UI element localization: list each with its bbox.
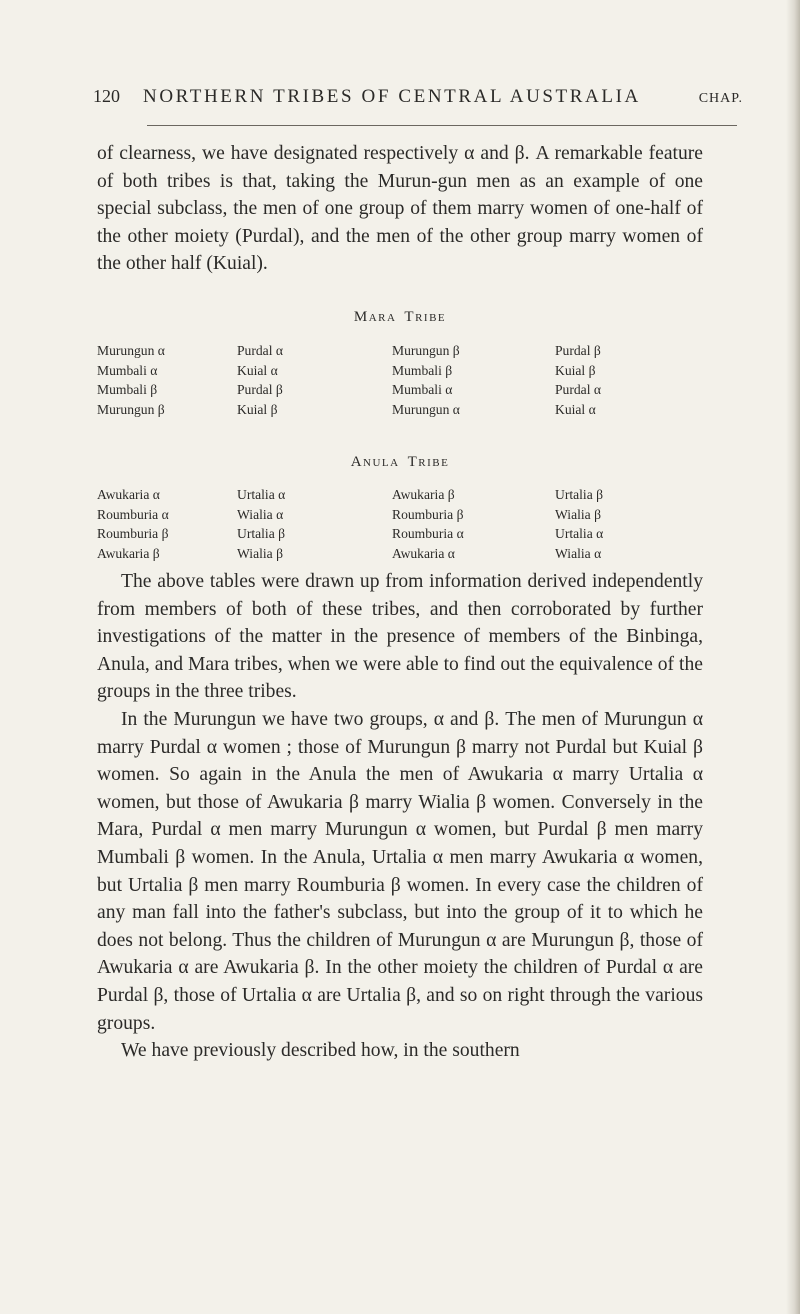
table-cell: Awukaria β [392,487,455,502]
table-cell: Wialia α [555,545,602,561]
table-row [97,363,675,383]
table-cell: Murungun α [392,401,460,417]
running-header [93,86,743,108]
anula-tribe-heading [0,454,800,471]
table-cell: Purdal α [237,343,284,358]
table-cell: Urtalia α [237,487,286,502]
page-number: 120 [93,86,120,106]
mara-tribe-table [97,343,675,421]
mara-tribe-heading [0,309,800,326]
table-cell: Purdal β [555,343,601,358]
running-title: NORTHERN TRIBES OF CENTRAL AUSTRALIA [143,86,641,107]
body-paragraph-3: We have previously described how, in the southern [121,1040,520,1062]
page-edge-shadow [786,0,800,1314]
table-cell: Awukaria α [97,487,160,502]
table-cell: Wialia α [237,506,284,522]
table-cell: Roumburia β [392,506,464,522]
table-cell: Mumbali α [392,382,453,397]
table-cell: Murungun β [392,343,460,358]
table-row [97,343,675,363]
anula-title-word-2: Tribe [407,454,450,470]
table-cell: Roumburia α [97,506,169,522]
table-cell: Urtalia β [555,487,604,502]
table-cell: Mumbali β [392,362,453,378]
table-row [97,487,675,507]
table-cell: Roumburia α [392,526,464,541]
table-cell: Wialia β [555,506,601,522]
table-cell: Kuial α [555,401,596,417]
table-row [97,382,675,402]
table-cell: Roumburia β [97,526,169,541]
table-cell: Awukaria β [97,545,160,561]
table-row [97,507,675,527]
anula-title-word-1: Anula [350,454,400,470]
body-paragraph-2: In the Murungun we have two groups, α and β. The men of Murungun α marry Purdal α women ; those of Murungun β marry not Purdal but Kuial β women. So again in the Anula the men of Awukaria α marry Urtalia α women, but those of Awukaria β marry Wialia β women. Conversely in the Mara, Purdal α men marry Murungun α women, but Purdal β men marry Mumbali β women. In the Anula, Urtalia α men marry Awukaria α women, but Urtalia β men marry Roumburia β women. In every case the children of any man fall into the father's subclass, but into the group of it to which he does not belong. Thus the children of Murungun α are Murungun β, those of Awukaria α are Awukaria β. In the other moiety the children of Purdal α are Purdal β, those of Urtalia α are Urtalia β, and so on right through the various groups. [97,708,703,1034]
table-cell: Kuial β [555,362,596,378]
table-cell: Murungun α [97,343,165,358]
table-cell: Wialia β [237,545,283,561]
body-text [97,568,703,1065]
table-cell: Purdal β [237,382,283,397]
table-cell: Purdal α [555,382,602,397]
table-cell: Awukaria α [392,545,455,561]
opening-paragraph [97,140,703,278]
table-row [97,402,675,422]
table-cell: Urtalia α [555,526,604,541]
table-cell: Murungun β [97,401,165,417]
table-cell: Mumbali β [97,382,158,397]
anula-tribe-table [97,487,675,565]
table-cell: Kuial α [237,362,278,378]
opening-paragraph-text: of clearness, we have designated respectively α and β. A remarkable feature of both tribes is that, taking the Murun-gun men as an example of one special subclass, the men of one group of them marry women of one-half of the other moiety (Purdal), and the men of the other group marry women of the other half (Kuial). [97,143,703,275]
table-cell: Kuial β [237,401,278,417]
mara-title-word-1: Mara [353,309,397,325]
body-paragraph-1: The above tables were drawn up from information derived independently from members of both of these tribes, and then corroborated by further investigations of the matter in the presence of members of the Binbinga, Anula, and Mara tribes, when we were able to find out the equivalence of the groups in the three tribes. [97,571,703,703]
table-row [97,546,675,566]
table-row [97,526,675,546]
mara-title-word-2: Tribe [404,309,447,325]
table-cell: Urtalia β [237,526,286,541]
table-cell: Mumbali α [97,362,158,378]
header-rule [147,125,737,126]
chapter-label: CHAP. [698,91,743,106]
